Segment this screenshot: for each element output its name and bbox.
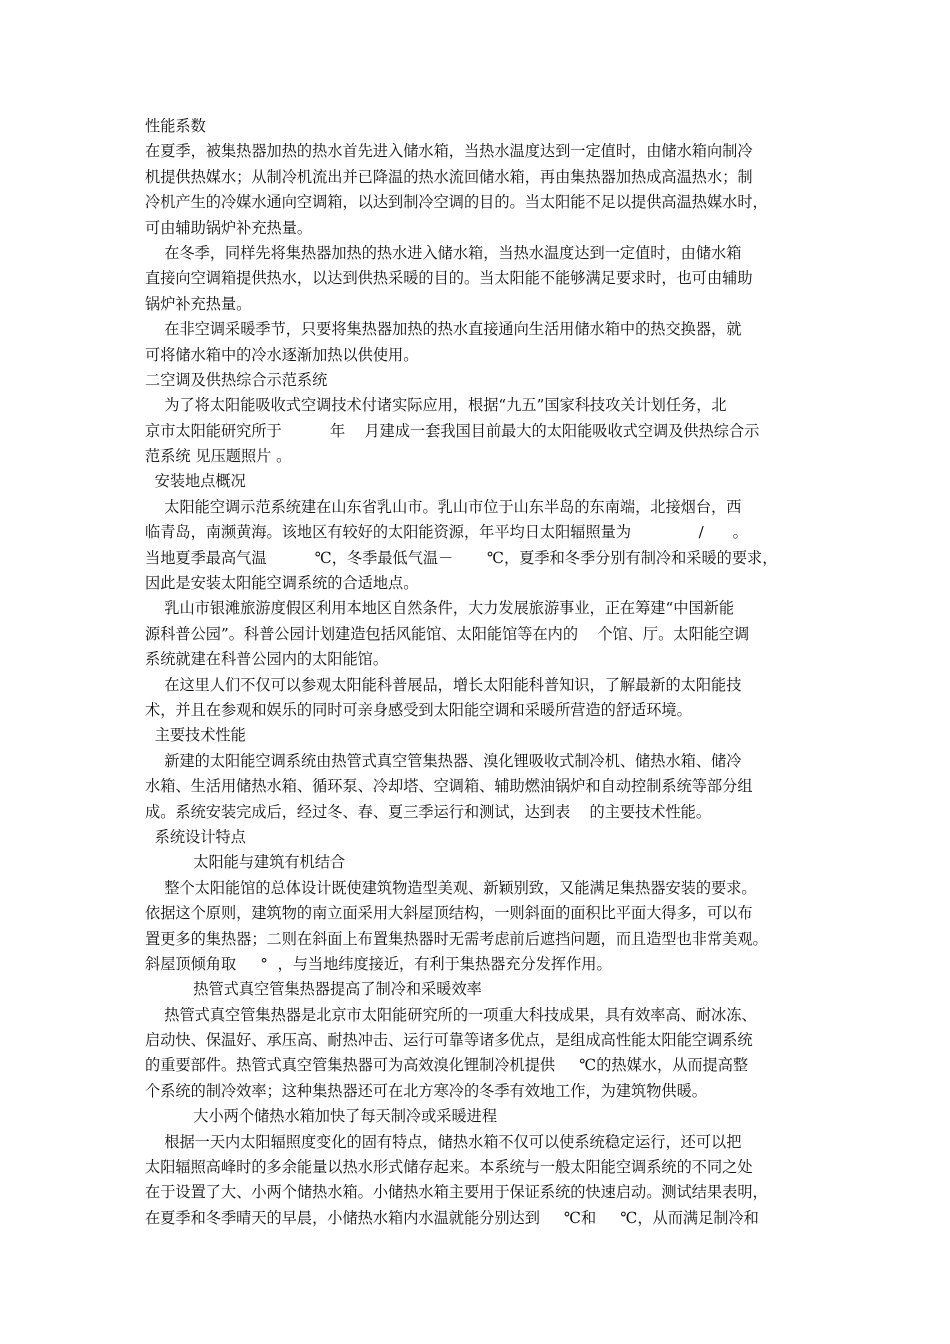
paragraph-line: 临青岛，南濒黄海。该地区有较好的太阳能资源，年平均日太阳辐照量为 / 。 xyxy=(145,523,748,542)
paragraph-line: 机提供热媒水；从制冷机流出并已降温的热水流回储水箱，再由集热器加热成高温热水；制 xyxy=(145,167,753,186)
paragraph-line: 可由辅助锅炉补充热量。 xyxy=(145,218,313,237)
paragraph-line: 的重要部件。热管式真空管集热器可为高效溴化锂制冷机提供 ℃的热媒水，从而提高整 xyxy=(145,1056,749,1075)
paragraph-line: 当地夏季最高气温 ℃，冬季最低气温－ ℃，夏季和冬季分别有制冷和采暖的要求， xyxy=(145,548,778,567)
paragraph-line: 京市太阳能研究所于 年 月建成一套我国目前最大的太阳能吸收式空调及供热综合示 xyxy=(145,421,760,440)
section-heading: 主要技术性能 xyxy=(145,726,246,745)
paragraph-line: 术，并且在参观和娱乐的同时可亲身感受到太阳能空调和采暖所营造的舒适环境。 xyxy=(145,700,692,719)
paragraph-line: 系统就建在科普公园内的太阳能馆。 xyxy=(145,650,388,669)
section-heading: 安装地点概况 xyxy=(145,472,246,491)
paragraph-line: 为了将太阳能吸收式空调技术付诸实际应用，根据“九五”国家科技攻关计划任务，北 xyxy=(145,396,727,415)
paragraph-line: 锅炉补充热量。 xyxy=(145,294,252,313)
paragraph-line: 个系统的制冷效率；这种集热器还可在北方寒冷的冬季有效地工作，为建筑物供暖。 xyxy=(145,1081,707,1100)
section-heading: 热管式真空管集热器提高了制冷和采暖效率 xyxy=(145,980,482,999)
paragraph-line: 在夏季，被集热器加热的热水首先进入储水箱，当热水温度达到一定值时，由储水箱向制冷 xyxy=(145,142,753,161)
paragraph-line: 源科普公园”。科普公园计划建造包括风能馆、太阳能馆等在内的 个馆、厅。太阳能空调 xyxy=(145,624,750,643)
paragraph-line: 可将储水箱中的冷水逐渐加热以供使用。 xyxy=(145,345,419,364)
paragraph-line: 在冬季，同样先将集热器加热的热水进入储水箱，当热水温度达到一定值时，由储水箱 xyxy=(145,243,742,262)
paragraph-line: 根据一天内太阳辐照度变化的固有特点，储热水箱不仅可以使系统稳定运行，还可以把 xyxy=(145,1132,742,1151)
section-heading: 二空调及供热综合示范系统 xyxy=(145,370,328,389)
section-heading: 大小两个储热水箱加快了每天制冷或采暖进程 xyxy=(145,1107,498,1126)
paragraph-line: 在非空调采暖季节，只要将集热器加热的热水直接通向生活用储水箱中的热交换器，就 xyxy=(145,320,742,339)
document-body xyxy=(145,114,805,1231)
paragraph-line: 启动快、保温好、承压高、耐热冲击、运行可靠等诸多优点，是组成高性能太阳能空调系统 xyxy=(145,1031,753,1050)
paragraph-line: 直接向空调箱提供热水，以达到供热采暖的目的。当太阳能不能够满足要求时，也可由辅助 xyxy=(145,269,753,288)
paragraph-line: 在这里人们不仅可以参观太阳能科普展品，增长太阳能科普知识，了解最新的太阳能技 xyxy=(145,675,742,694)
paragraph-line: 斜屋顶倾角取 ° ，与当地纬度接近，有利于集热器充分发挥作用。 xyxy=(145,954,612,973)
paragraph-line: 水箱、生活用储热水箱、循环泵、冷却塔、空调箱、辅助燃油锅炉和自动控制系统等部分组 xyxy=(145,777,753,796)
paragraph-line: 新建的太阳能空调系统由热管式真空管集热器、溴化锂吸收式制冷机、储热水箱、储冷 xyxy=(145,751,742,770)
paragraph-line: 因此是安装太阳能空调系统的合适地点。 xyxy=(145,574,419,593)
paragraph-line: 在于设置了大、小两个储热水箱。小储热水箱主要用于保证系统的快速启动。测试结果表明， xyxy=(145,1183,768,1202)
paragraph-line: 置更多的集热器；二则在斜面上布置集热器时无需考虑前后遮挡问题，而且造型也非常美观。 xyxy=(145,929,768,948)
paragraph-line: 太阳辐照高峰时的多余能量以热水形式储存起来。本系统与一般太阳能空调系统的不同之处 xyxy=(145,1158,753,1177)
section-heading: 性能系数 xyxy=(145,117,206,135)
paragraph-line: 整个太阳能馆的总体设计既使建筑物造型美观、新颖别致，又能满足集热器安装的要求。 xyxy=(145,878,757,897)
paragraph-line: 太阳能空调示范系统建在山东省乳山市。乳山市位于山东半岛的东南端，北接烟台，西 xyxy=(145,497,742,516)
section-heading: 太阳能与建筑有机结合 xyxy=(145,853,346,872)
section-heading: 系统设计特点 xyxy=(145,827,246,846)
paragraph-line: 在夏季和冬季晴天的早晨，小储热水箱内水温就能分别达到 ℃和 ℃，从而满足制冷和 xyxy=(145,1208,759,1227)
paragraph-line: 依据这个原则，建筑物的南立面采用大斜屋顶结构，一则斜面的面积比平面大得多，可以布 xyxy=(145,904,753,923)
paragraph-line: 热管式真空管集热器是北京市太阳能研究所的一项重大科技成果，具有效率高、耐冰冻、 xyxy=(145,1005,757,1024)
paragraph-line: 范系统 见压题照片 。 xyxy=(145,447,292,466)
paragraph-line: 冷机产生的冷媒水通向空调箱，以达到制冷空调的目的。当太阳能不足以提供高温热媒水时， xyxy=(145,193,768,212)
paragraph-line: 乳山市银滩旅游度假区利用本地区自然条件，大力发展旅游事业，正在筹建“中国新能 xyxy=(145,599,735,618)
paragraph-line: 成。系统安装完成后，经过冬、春、夏三季运行和测试，达到表 的主要技术性能。 xyxy=(145,802,712,821)
